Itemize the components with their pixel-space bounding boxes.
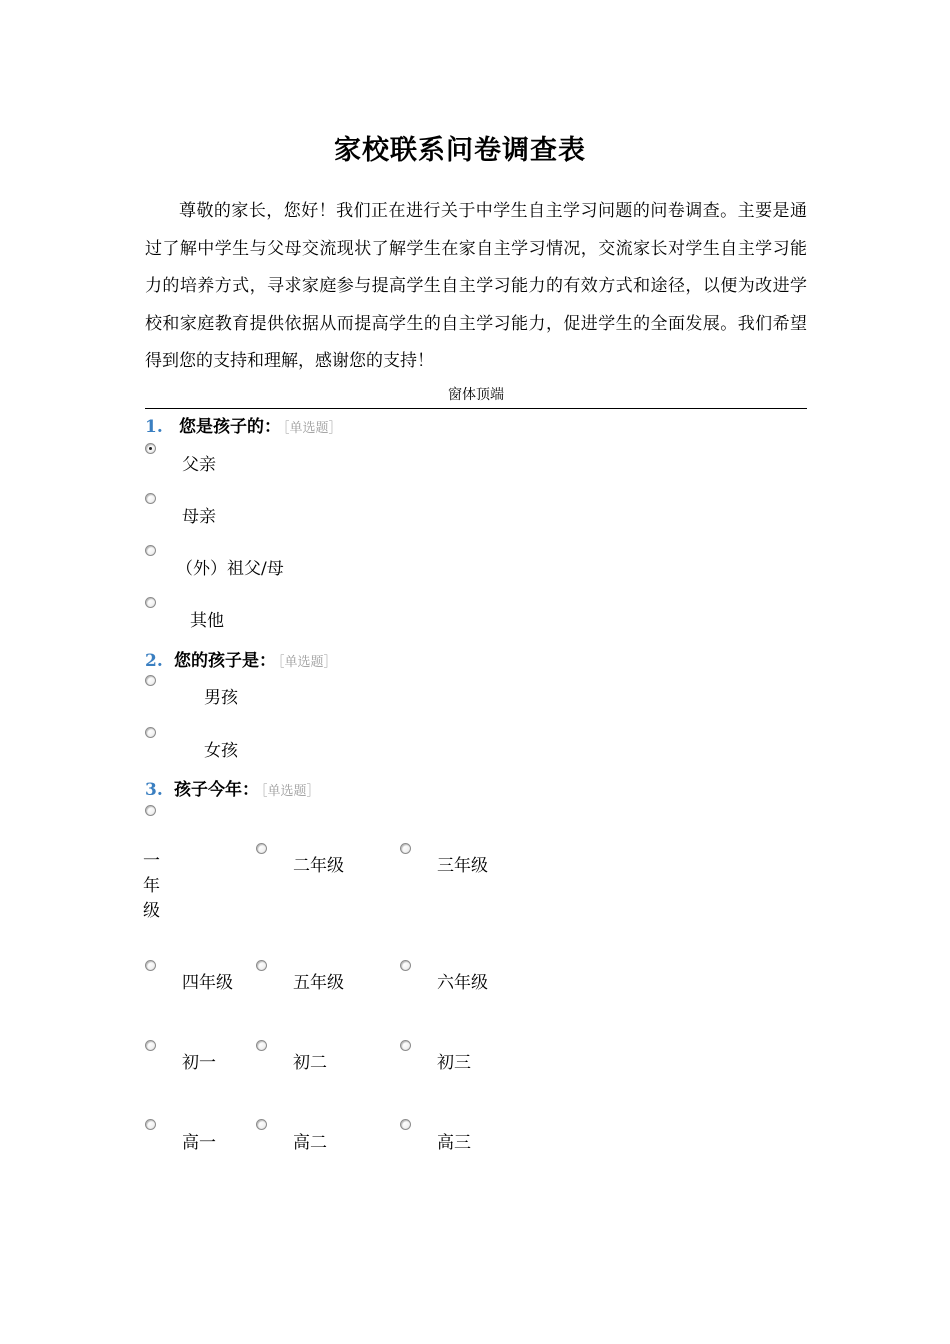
question-3-text: 孩子今年： <box>174 780 259 800</box>
question-2-text: 您的孩子是： <box>174 651 276 671</box>
q3-option-grade-2: 二年级 <box>293 856 344 876</box>
q3-option-senior-2: 高二 <box>293 1133 327 1153</box>
q1-option-grandparent: （外）祖父/母 <box>176 559 284 579</box>
q1-radio-mother[interactable] <box>145 493 156 504</box>
q3-radio-grade-4[interactable] <box>145 960 156 971</box>
question-1-number: 1. <box>145 417 163 437</box>
q2-option-boy: 男孩 <box>204 688 238 708</box>
q3-option-grade-5: 五年级 <box>293 973 344 993</box>
q3-option-junior-3: 初三 <box>437 1053 471 1073</box>
intro-paragraph <box>145 193 807 381</box>
q3-option-grade-4: 四年级 <box>182 973 233 993</box>
q3-radio-grade-1[interactable] <box>145 805 156 816</box>
q3-option-senior-3: 高三 <box>437 1133 471 1153</box>
q1-radio-other[interactable] <box>145 597 156 608</box>
q3-radio-grade-6[interactable] <box>400 960 411 971</box>
q3-radio-junior-2[interactable] <box>256 1040 267 1051</box>
q3-option-grade-3: 三年级 <box>437 856 488 876</box>
q1-radio-father[interactable] <box>145 443 156 454</box>
question-2-title <box>145 646 337 671</box>
question-1-title <box>145 412 342 437</box>
q3-radio-senior-3[interactable] <box>400 1119 411 1130</box>
form-divider <box>145 408 807 409</box>
q3-radio-junior-3[interactable] <box>400 1040 411 1051</box>
q3-option-grade-1: 一年级 <box>143 851 160 921</box>
q3-option-grade-6: 六年级 <box>437 973 488 993</box>
q3-radio-grade-2[interactable] <box>256 843 267 854</box>
question-1-type: ［单选题］ <box>283 421 342 436</box>
q3-option-junior-1: 初一 <box>182 1053 216 1073</box>
q2-option-girl: 女孩 <box>204 741 238 761</box>
intro-text: 尊敬的家长，您好！我们正在进行关于中学生自主学习问题的问卷调查。主要是通过了解中学生与父母交流现状了解学生在家自主学习情况，交流家长对学生自主学习能力的培养方式，寻求家庭参与提高学生自主学习能力的有效方式和途径，以便为改进学校和家庭教育提供依据从而提高学生的自主学习能力，促进学生的全面发展。我们希望得到您的支持和理解，感谢您的支持！ <box>145 201 807 371</box>
q3-option-senior-1: 高一 <box>182 1133 216 1153</box>
q3-radio-grade-5[interactable] <box>256 960 267 971</box>
question-3-number: 3. <box>145 780 163 800</box>
q2-radio-girl[interactable] <box>145 727 156 738</box>
q1-option-father: 父亲 <box>182 455 216 475</box>
q3-radio-senior-2[interactable] <box>256 1119 267 1130</box>
question-3-type: ［单选题］ <box>261 784 320 799</box>
q1-radio-grandparent[interactable] <box>145 545 156 556</box>
question-2-type: ［单选题］ <box>278 655 337 670</box>
question-2-number: 2. <box>145 651 163 671</box>
q2-radio-boy[interactable] <box>145 675 156 686</box>
form-top-label: 窗体顶端 <box>448 387 504 403</box>
q1-option-other: 其他 <box>190 611 224 631</box>
q1-option-mother: 母亲 <box>182 507 216 527</box>
question-3-title <box>145 775 320 800</box>
q3-option-junior-2: 初二 <box>293 1053 327 1073</box>
question-1-text: 您是孩子的： <box>179 417 281 437</box>
q3-radio-senior-1[interactable] <box>145 1119 156 1130</box>
q3-radio-junior-1[interactable] <box>145 1040 156 1051</box>
q3-radio-grade-3[interactable] <box>400 843 411 854</box>
page-title: 家校联系问卷调查表 <box>334 135 586 166</box>
